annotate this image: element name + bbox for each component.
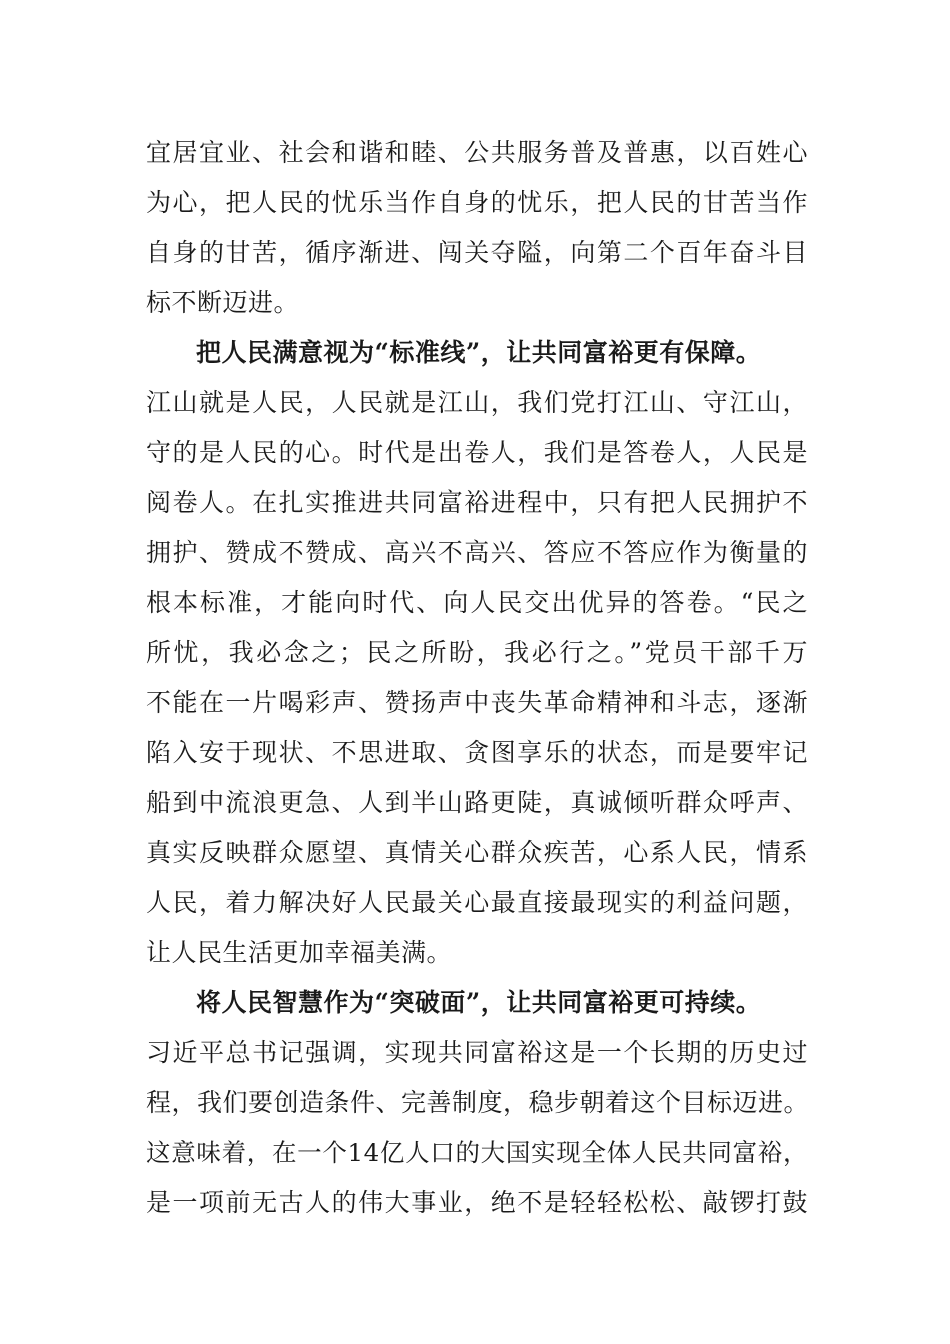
text-line: 是一项前无古人的伟大事业，绝不是轻轻松松、敲锣打鼓 — [146, 1188, 808, 1217]
section-standard-line — [146, 328, 808, 978]
document-body — [146, 128, 808, 1228]
section-heading: 将人民智慧作为“突破面”，让共同富裕更可持续。 — [196, 988, 762, 1017]
text-line: 真实反映群众愿望、真情关心群众疾苦，心系人民，情系 — [146, 838, 808, 867]
text-line: 船到中流浪更急、人到半山路更陡，真诚倾听群众呼声、 — [146, 788, 808, 817]
text-line: 习近平总书记强调，实现共同富裕这是一个长期的历史过 — [146, 1038, 808, 1067]
text-line: 根本标准，才能向时代、向人民交出优异的答卷。“民之 — [146, 588, 808, 617]
section-breakthrough — [146, 978, 808, 1228]
text-line: 这意味着，在一个14亿人口的大国实现全体人民共同富裕， — [146, 1138, 808, 1167]
text-line: 人民，着力解决好人民最关心最直接最现实的利益问题， — [146, 888, 808, 917]
text-line: 所忧，我必念之；民之所盼，我必行之。”党员干部千万 — [146, 638, 808, 667]
text-line: 让人民生活更加幸福美满。 — [146, 938, 453, 967]
text-line: 自身的甘苦，循序渐进、闯关夺隘，向第二个百年奋斗目 — [146, 238, 808, 267]
section-heading: 把人民满意视为“标准线”，让共同富裕更有保障。 — [196, 338, 762, 367]
paragraph-continuation — [146, 128, 808, 328]
text-line: 陷入安于现状、不思进取、贪图享乐的状态，而是要牢记 — [146, 738, 808, 767]
text-line: 守的是人民的心。时代是出卷人，我们是答卷人，人民是 — [146, 438, 808, 467]
text-line: 拥护、赞成不赞成、高兴不高兴、答应不答应作为衡量的 — [146, 538, 808, 567]
text-line: 宜居宜业、社会和谐和睦、公共服务普及普惠，以百姓心 — [146, 138, 808, 167]
text-line: 阅卷人。在扎实推进共同富裕进程中，只有把人民拥护不 — [146, 488, 808, 517]
text-line: 不能在一片喝彩声、赞扬声中丧失革命精神和斗志，逐渐 — [146, 688, 808, 717]
text-line: 为心，把人民的忧乐当作自身的忧乐，把人民的甘苦当作 — [146, 188, 808, 217]
text-line: 江山就是人民，人民就是江山，我们党打江山、守江山， — [146, 388, 808, 417]
text-line: 标不断迈进。 — [146, 288, 300, 317]
text-line: 程，我们要创造条件、完善制度，稳步朝着这个目标迈进。 — [146, 1088, 810, 1117]
